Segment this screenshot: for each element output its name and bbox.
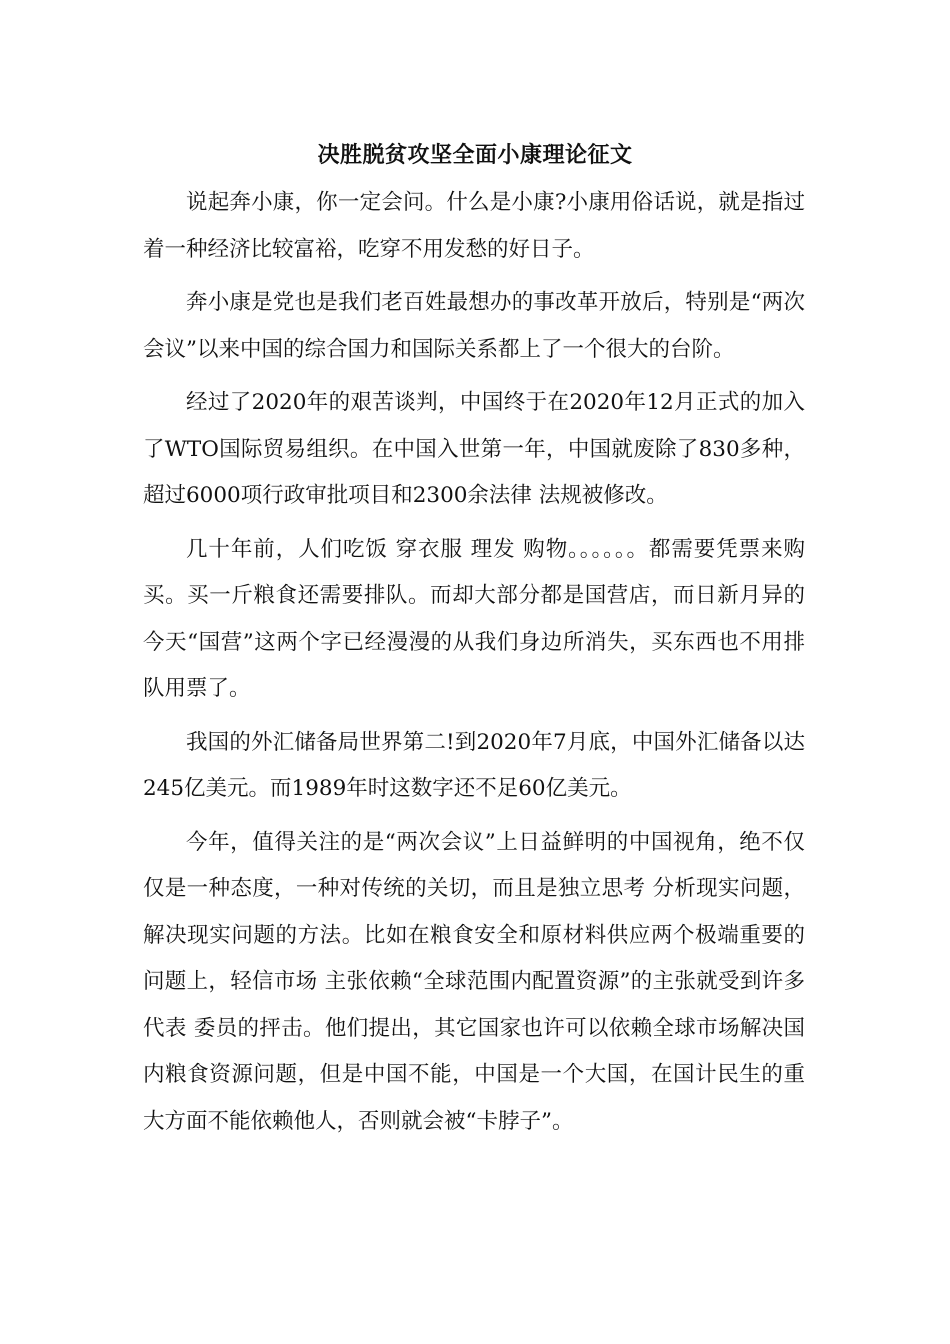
document-title: 决胜脱贫攻坚全面小康理论征文: [317, 143, 633, 168]
paragraph: 奔小康是党也是我们老百姓最想办的事改革开放后，特别是“两次会议”以来中国的综合国力和国际关系都上了一个很大的台阶。: [143, 290, 805, 362]
paragraph: 今年，值得关注的是“两次会议”上日益鲜明的中国视角，绝不仅仅是一种态度，一种对传统的关切，而且是独立思考 分析现实问题，解决现实问题的方法。比如在粮食安全和原材料供应两个极端重要的问题上，轻信市场 主张依赖“全球范围内配置资源”的主张就受到许多代表 委员的抨击。他们提出，其它国家也许可以依赖全球市场解决国内粮食资源问题，但是中国不能，中国是一个大国，在国计民生的重大方面不能依赖他人，否则就会被“卡脖子”。: [143, 829, 805, 1134]
paragraph: 说起奔小康，你一定会问。什么是小康?小康用俗话说，就是指过着一种经济比较富裕，吃穿不用发愁的好日子。: [143, 190, 805, 262]
paragraph: 我国的外汇储备局世界第二!到2020年7月底，中国外汇储备以达245亿美元。而1989年时这数字还不足60亿美元。: [143, 729, 805, 801]
paragraph: 几十年前，人们吃饭 穿衣服 理发 购物。。。。。。都需要凭票来购买。买一斤粮食还需要排队。而却大部分都是国营店，而日新月异的今天“国营”这两个字已经漫漫的从我们身边所消失，买东西也不用排队用票了。: [143, 536, 805, 701]
document-body: [143, 180, 805, 1152]
paragraph: 经过了2020年的艰苦谈判，中国终于在2020年12月正式的加入了WTO国际贸易组织。在中国入世第一年，中国就废除了830多种，超过6000项行政审批项目和2300余法律 法规被修改。: [143, 390, 805, 508]
